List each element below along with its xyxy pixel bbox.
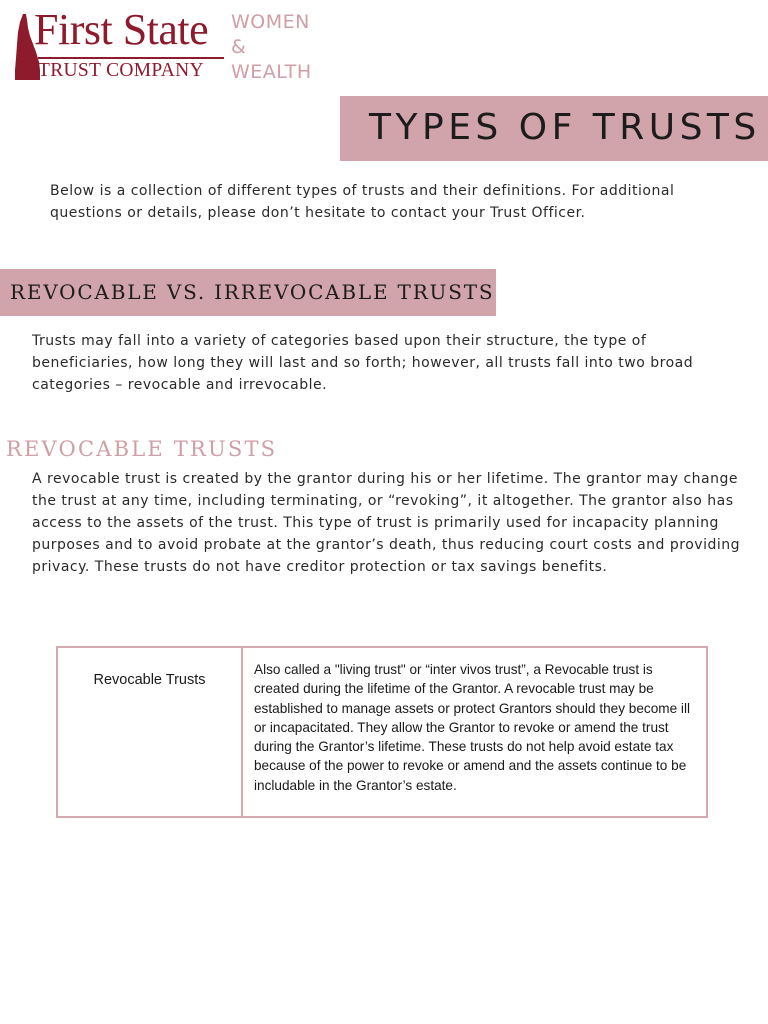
logo-program-line: & xyxy=(231,36,247,58)
table-definition-cell: Also called a "living trust" or “inter vivos trust”, a Revocable trust is created during the lifetime of the Grantor. A revocable trust may be established to manage assets or protect Grantors should they become ill or incapacitated. They allow the Grantor to revoke or amend the trust during the Grantor’s lifetime. These trusts do not help avoid estate tax because of the power to revoke or amend and the assets continue to be includable in the Grantor’s estate. xyxy=(254,662,690,793)
section-paragraph: Trusts may fall into a variety of categories based upon their structure, the type of beneficiaries, how long they will last and so forth; however, all trusts fall into two broad categories – revocable and irrevocable. xyxy=(32,333,694,393)
section-heading: REVOCABLE VS. IRREVOCABLE TRUSTS xyxy=(10,280,495,304)
title-banner xyxy=(340,96,768,161)
logo-name: First State xyxy=(34,5,209,54)
page-title: TYPES OF TRUSTS xyxy=(369,107,761,148)
logo-program xyxy=(231,10,311,85)
logo-program-line: WEALTH xyxy=(231,61,312,83)
revocable-heading: REVOCABLE TRUSTS xyxy=(6,437,278,461)
logo-program-line: WOMEN xyxy=(231,11,310,33)
table-term-cell: Revocable Trusts xyxy=(58,648,243,816)
section-banner xyxy=(0,269,496,316)
intro-paragraph: Below is a collection of different types of trusts and their definitions. For additional questions or details, please don’t hesitate to contact your Trust Officer. xyxy=(50,183,675,221)
logo-divider xyxy=(38,57,224,59)
logo-company: TRUST COMPANY xyxy=(38,60,204,81)
definition-table xyxy=(56,646,708,818)
revocable-paragraph: A revocable trust is created by the grantor during his or her lifetime. The grantor may change the trust at any time, including terminating, or “revoking”, it altogether. The grantor also has access to the assets of the trust. This type of trust is primarily used for incapacity planning purposes and to avoid probate at the grantor’s death, thus reducing court costs and providing privacy. These trusts do not have creditor protection or tax savings benefits. xyxy=(32,471,740,575)
